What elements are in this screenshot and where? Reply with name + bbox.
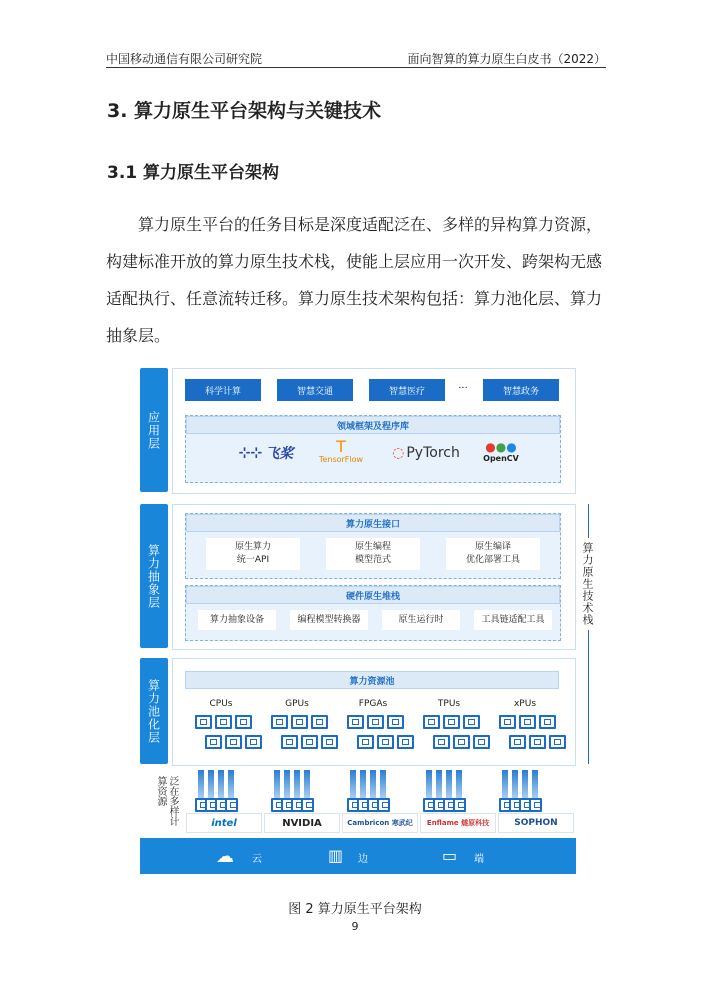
chip-icon (311, 715, 328, 729)
stack-box (185, 585, 561, 641)
vendor-enflame: Enflame 燧原科技 (420, 813, 496, 833)
chip-icon (215, 715, 232, 729)
pu-label-xpus: xPUs (513, 699, 537, 709)
chip-icon (347, 715, 364, 729)
resource-bar (512, 770, 518, 798)
chip-icon (397, 735, 414, 749)
chip-icon (205, 735, 222, 749)
header-divider (106, 67, 606, 68)
chip-icon (423, 715, 440, 729)
header-left: 中国移动通信有限公司研究院 (106, 52, 263, 66)
cloud-edge-device-band (140, 838, 576, 874)
resource-bar (436, 770, 442, 798)
chip-icon (529, 735, 546, 749)
figure-caption: 图 2 算力原生平台架构 (288, 902, 422, 917)
bottom-device-label: 端 (474, 854, 484, 865)
logo-tensorflow: T TensorFlow (318, 436, 364, 464)
chip-icon (301, 735, 318, 749)
resource-bar (198, 770, 204, 798)
chip-icon (225, 735, 242, 749)
interface-box (185, 513, 561, 579)
pytorch-icon: ◌ (392, 445, 405, 461)
framework-title: 领域框架及程序库 (186, 416, 560, 434)
interface-api: 原生算力 统一API (206, 538, 300, 570)
resource-bar (274, 770, 280, 798)
resource-bar (360, 770, 366, 798)
stack-toolchain: 工具链适配工具 (474, 610, 552, 630)
vendor-sophon: SOPHON (498, 813, 574, 833)
resource-bar (208, 770, 214, 798)
resource-bar (522, 770, 528, 798)
chip-icon (387, 715, 404, 729)
body-paragraph: 算力原生平台的任务目标是深度适配泛在、多样的异构算力资源，构建标准开放的算力原生技术栈，使能上层应用一次开发、跨架构无感适配执行、任意流转迁移。算力原生技术架构包括：算力池化层、算力抽象层。 (106, 215, 603, 345)
resource-bar (380, 770, 386, 798)
stack-title: 硬件原生堆栈 (186, 586, 560, 604)
app-ellipsis: ··· (458, 383, 468, 394)
chip-icon (377, 735, 394, 749)
chip-icon (235, 715, 252, 729)
resource-bar (350, 770, 356, 798)
chip-icon (245, 735, 262, 749)
pool-layer-label: 算力池化层 (140, 658, 168, 764)
interface-title: 算力原生接口 (186, 514, 560, 532)
interface-compiler: 原生编译 优化部署工具 (446, 538, 540, 570)
chip-icon (433, 735, 450, 749)
chip-icon (549, 735, 566, 749)
resource-label: 泛在多样计算资源 (155, 776, 178, 826)
resource-bar (456, 770, 462, 798)
stack-converter: 编程模型转换器 (290, 610, 368, 630)
logo-pytorch: ◌ PyTorch (392, 445, 460, 461)
logo-opencv: ●●● OpenCV (483, 439, 519, 463)
chip-icon (321, 735, 338, 749)
resource-bar (532, 770, 538, 798)
vendor-intel: intel (186, 813, 262, 833)
chip-icon (377, 798, 390, 812)
resource-bar (502, 770, 508, 798)
chip-icon (281, 735, 298, 749)
stack-device: 算力抽象设备 (198, 610, 276, 630)
edge-icon: ▥ (328, 846, 344, 865)
chip-icon (367, 715, 384, 729)
page-number: 9 (351, 920, 359, 933)
pu-label-cpus: CPUs (209, 699, 233, 709)
pu-label-tpus: TPUs (437, 699, 461, 709)
chip-icon (195, 715, 212, 729)
resource-bar (370, 770, 376, 798)
tech-stack-label: 算力原生技术栈 (579, 538, 595, 630)
bottom-cloud-label: 云 (252, 854, 262, 865)
cloud-icon: ☁ (216, 846, 234, 867)
app-button-traffic: 智慧交通 (277, 379, 353, 401)
tensorflow-icon: T (336, 436, 346, 456)
subsection-title: 3.1 算力原生平台架构 (107, 163, 280, 183)
bottom-edge-label: 边 (358, 854, 368, 865)
pu-label-fpgas: FPGAs (358, 699, 388, 709)
app-button-government: 智慧政务 (483, 379, 559, 401)
chip-icon (291, 715, 308, 729)
logo-paddle: ⊹⊹ 飞桨 (238, 445, 294, 462)
resource-bar (218, 770, 224, 798)
chip-icon (453, 798, 466, 812)
chip-icon (473, 735, 490, 749)
opencv-icon: ●●● (485, 439, 517, 454)
resource-bar (228, 770, 234, 798)
framework-box (185, 415, 561, 483)
interface-paradigm: 原生编程 模型范式 (326, 538, 420, 570)
section-title: 3. 算力原生平台架构与关键技术 (107, 100, 382, 122)
chip-icon (539, 715, 556, 729)
chip-icon (443, 715, 460, 729)
pu-label-gpus: GPUs (285, 699, 309, 709)
app-button-medical: 智慧医疗 (369, 379, 445, 401)
chip-icon (509, 735, 526, 749)
resource-bar (284, 770, 290, 798)
chip-icon (499, 715, 516, 729)
resource-bar (304, 770, 310, 798)
chip-icon (519, 715, 536, 729)
architecture-figure (140, 368, 594, 874)
resource-bar (426, 770, 432, 798)
abstract-layer-label: 算力抽象层 (140, 504, 168, 648)
chip-icon (301, 798, 314, 812)
chip-icon (463, 715, 480, 729)
chip-icon (357, 735, 374, 749)
app-layer-panel (172, 368, 576, 494)
vendor-nvidia: NVIDIA (264, 813, 340, 833)
chip-icon (271, 715, 288, 729)
chip-icon (529, 798, 542, 812)
resource-bar (446, 770, 452, 798)
header-right: 面向智算的算力原生白皮书（2022） (407, 52, 606, 66)
device-icon: ▭ (442, 846, 458, 865)
chip-icon (225, 798, 238, 812)
pool-title: 算力资源池 (185, 671, 559, 689)
chip-icon (453, 735, 470, 749)
pool-layer-panel (172, 658, 576, 766)
abstract-layer-panel (172, 504, 576, 650)
stack-runtime: 原生运行时 (382, 610, 460, 630)
paddle-icon: ⊹⊹ (238, 445, 263, 461)
resource-bar (294, 770, 300, 798)
vendor-cambricon: Cambricon 寒武纪 (342, 813, 418, 833)
app-layer-label: 应用层 (140, 368, 168, 492)
app-button-science: 科学计算 (185, 379, 261, 401)
